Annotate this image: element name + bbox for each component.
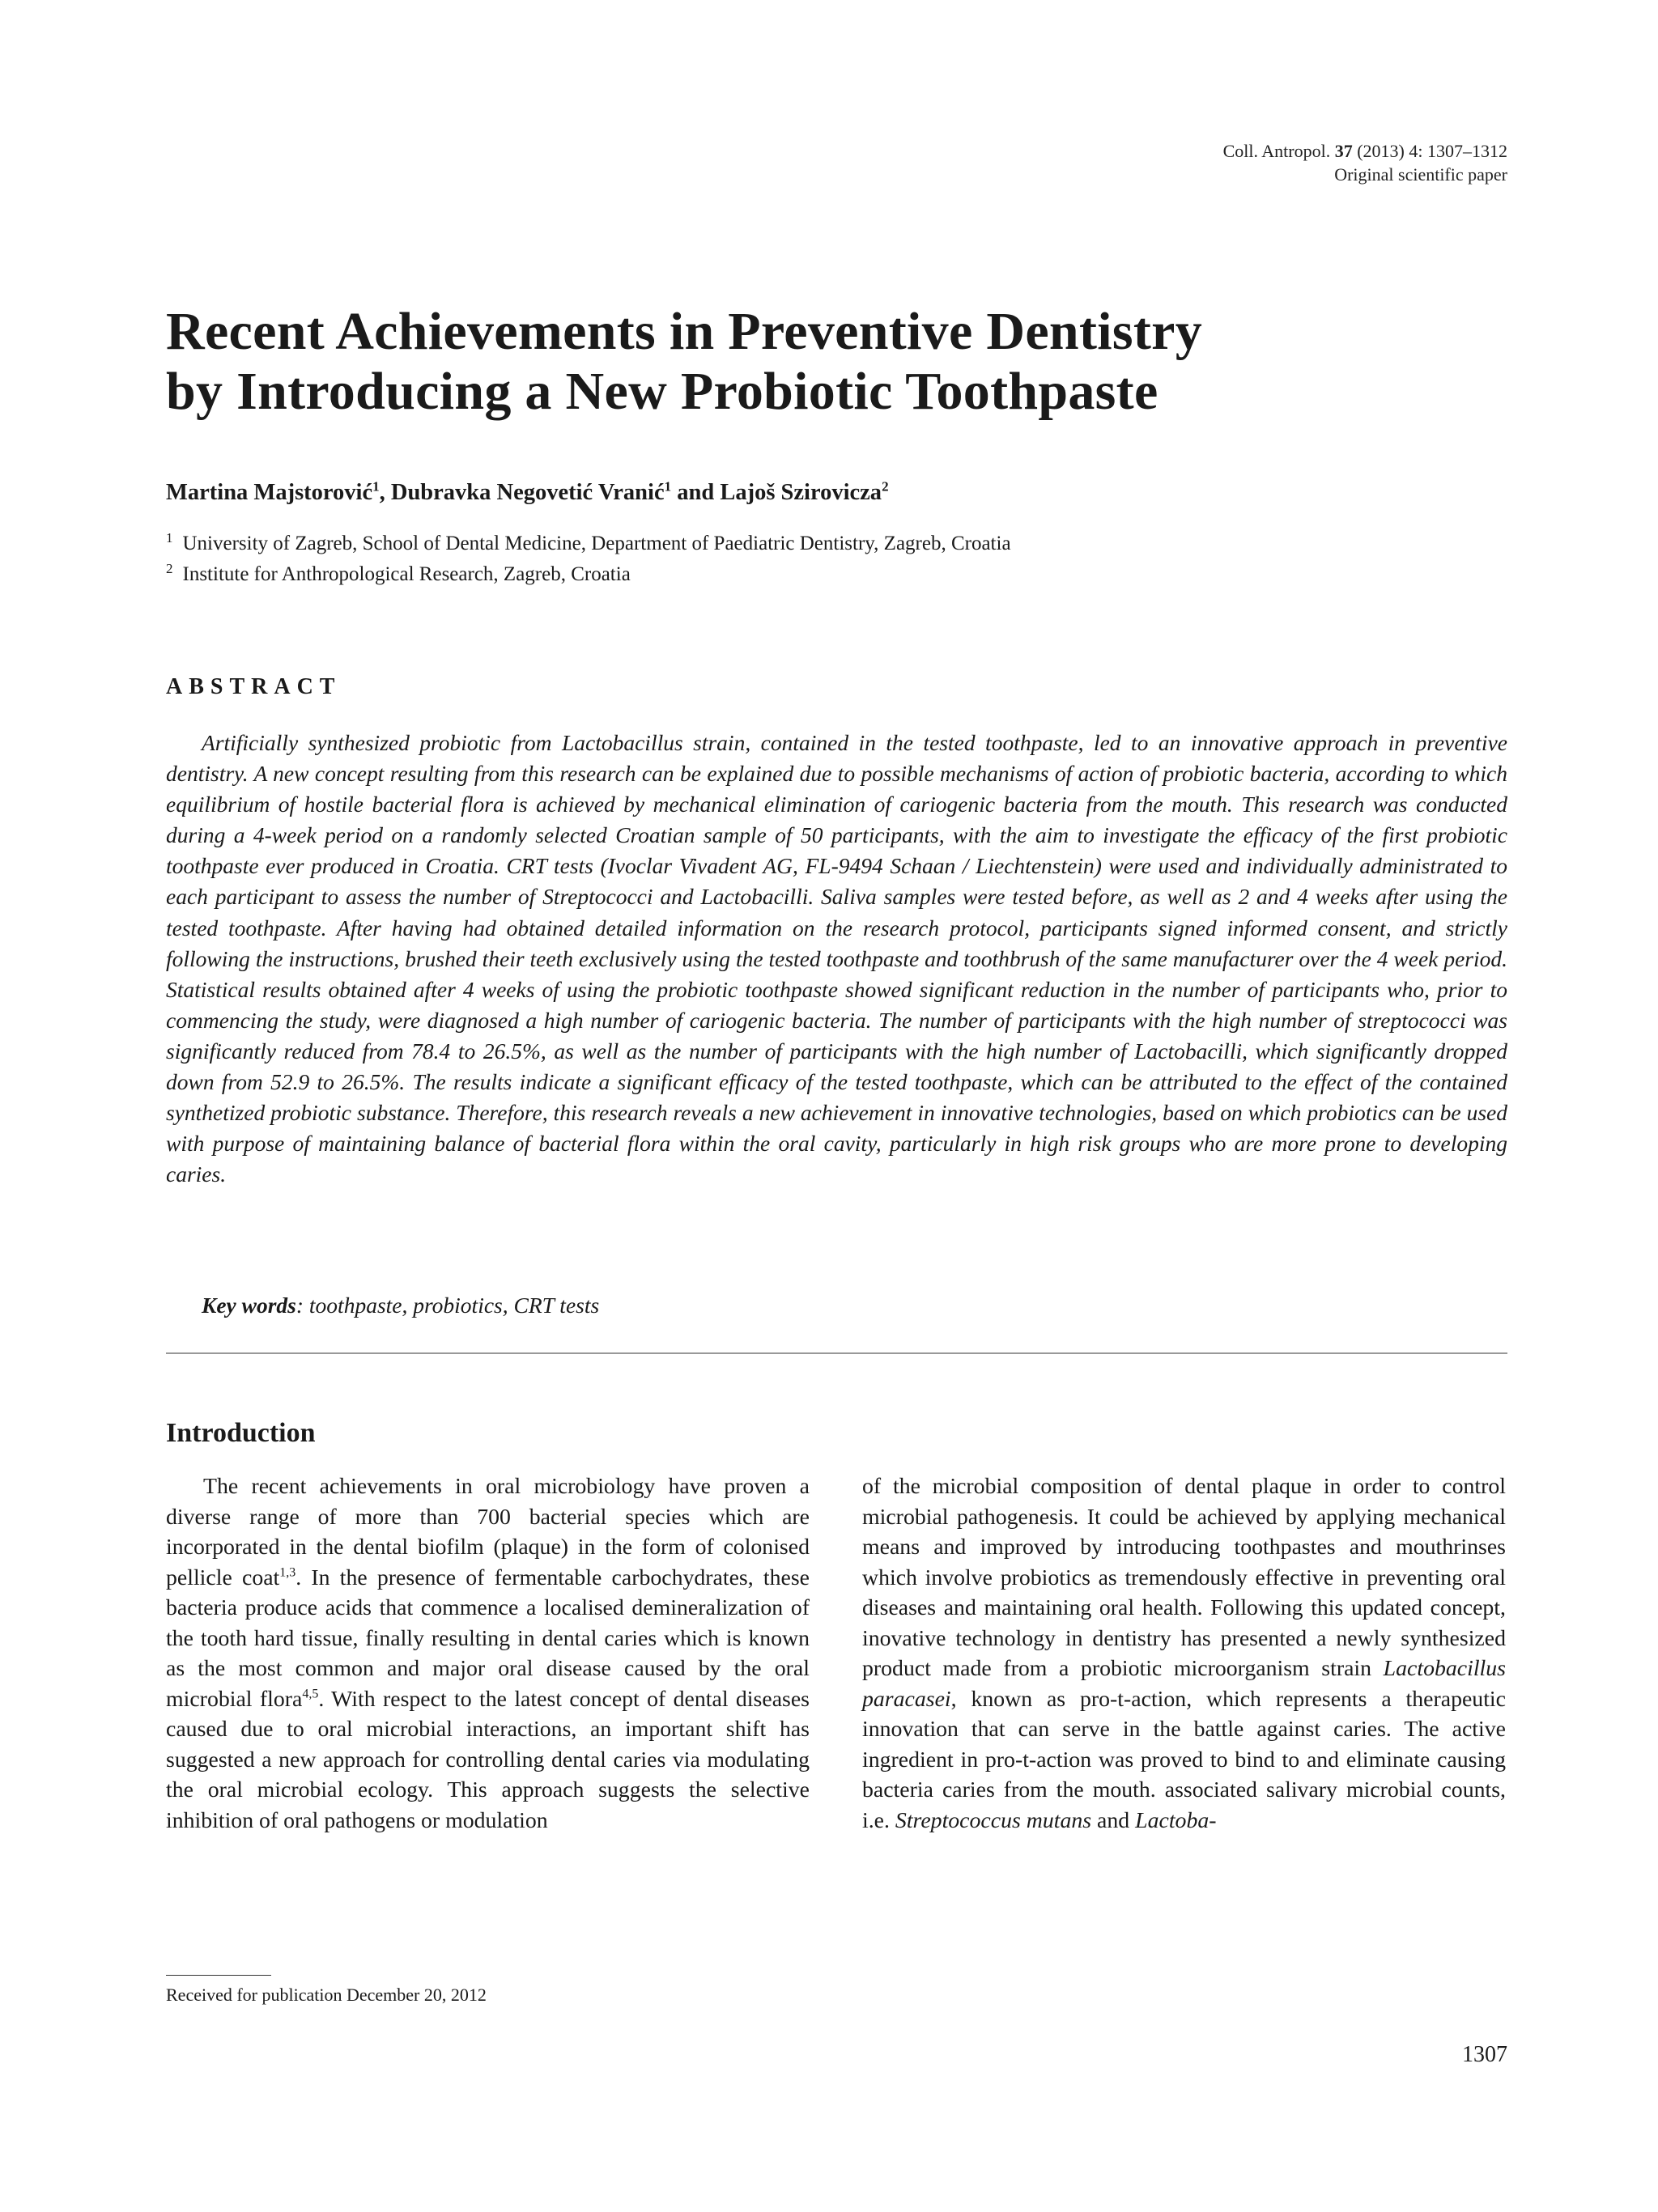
paper-title: [166, 302, 1461, 422]
author-affiliation-marker: 2: [882, 478, 889, 495]
journal-reference: [1223, 139, 1507, 186]
author-name: Lajoš Szirovicza: [720, 480, 882, 505]
section-divider: [166, 1352, 1507, 1354]
abstract-text: Artificially synthesized probiotic from Lactobacillus strain, contained in the tested toothpaste, led to an innovative approach in preventive dentistry. A new concept resulting from this research can be explained due to possible mechanisms of action of probiotic bacteria, according to which equilibrium of hostile bacterial flora is achieved by mechanical elimination of cariogenic bacteria from the mouth. This research was conducted during a 4-week period on a randomly selected Croatian sample of 50 participants, with the aim to investigate the efficacy of the first probiotic toothpaste ever produced in Croatia. CRT tests (Ivoclar Vivadent AG, FL-9494 Schaan / Liechtenstein) were used and individually administrated to each participant to assess the number of Streptococci and Lactobacilli. Saliva samples were tested before, as well as 2 and 4 weeks after using the tested toothpaste. After having had obtained detailed information on the research protocol, participants signed informed consent, and strictly following the instructions, brushed their teeth exclusively using the tested toothpaste and toothbrush of the same manufacturer over the 4 week period. Statistical results obtained after 4 weeks of using the probiotic toothpaste showed significant reduction in the number of participants who, prior to commencing the study, were diagnosed a high number of cariogenic bacteria. The number of participants with the high number of streptococci was significantly reduced from 78.4 to 26.5%, as well as the number of participants with the high number of Lactobacilli, which significantly dropped down from 52.9 to 26.5%. The results indicate a significant efficacy of the tested toothpaste, which can be attributed to the effect of the contained synthetized probiotic substance. Therefore, this research reveals a new achievement in innovative technologies, based on which probiotics can be used with purpose of maintaining balance of bacterial flora within the oral cavity, particularly in high risk groups who are more prone to developing caries.: [166, 730, 1507, 1187]
footnote-divider: [166, 1975, 271, 1976]
species-name: Lactobacillus paracasei: [862, 1656, 1506, 1712]
title-line-1: Recent Achievements in Preventive Dentistry: [166, 302, 1203, 361]
journal-citation: Coll. Antropol. 37 (2013) 4: 1307–1312: [1222, 141, 1507, 161]
species-name: Streptococcus mutans: [895, 1807, 1092, 1833]
keywords: [202, 1293, 1497, 1318]
citation-ref: 4,5: [302, 1687, 319, 1701]
author-name: Martina Majstorović: [166, 480, 373, 505]
introduction-column-left: The recent achievements in oral microbiology have proven a diverse range of more than 700 bacterial species which are incorporated in the dental biofilm (plaque) in the form of colonised pellicle coat$^{1,3}$. In the presence of fermentable carbochydrates, these bacteria produce acids that commence a localised demineralization of the tooth hard tissue, finally resulting in dental caries which is known as the most common and major oral disease caused by the oral microbial flora$^{4,5}$. With respect to the latest concept of dental diseases caused due to oral microbial interactions, an important shift has suggested a new approach for controlling dental caries via modulating the oral microbial ecology. This approach suggests the selective inhibition of oral pathogens or modulation: [166, 1474, 810, 1833]
paper-type: Original scientific paper: [1334, 164, 1507, 185]
abstract-heading: ABSTRACT: [166, 674, 342, 699]
author-affiliation-marker: 1: [372, 478, 380, 495]
keywords-text: : toothpaste, probiotics, CRT tests: [295, 1293, 600, 1318]
affiliation: [166, 559, 1502, 590]
title-line-2: by Introducing a New Probiotic Toothpaste: [166, 362, 1158, 421]
author-affiliation-marker: 1: [664, 478, 672, 495]
keywords-label: Key words: [202, 1293, 296, 1318]
affiliation-number: 1: [166, 529, 173, 546]
affiliation-text: University of Zagreb, School of Dental Medicine, Department of Paediatric Dentistry, Zagreb, Croatia: [182, 533, 1011, 554]
species-name: Lactoba-: [1135, 1807, 1217, 1833]
author-list: [166, 480, 1502, 506]
author-separator: and: [671, 480, 721, 505]
introduction-column-right: of the microbial composition of dental plaque in order to control microbial pathogenesis. It could be achieved by applying mechanical means and improved by introducing toothpastes and mouthrinses which involve probiotics as tremendously effective in preventing oral diseases and maintaining oral health. Following this updated concept, inovative technology in dentistry has presented a newly synthesized product made from a probiotic microorganism strain Lactobacillus paracasei, known as pro-t-action, which represents a therapeutic innovation that can serve in the battle against caries. The active ingredient in pro-t-action was proved to bind to and eliminate causing bacteria caries from the mouth. associated salivary microbial counts, i.e. Streptococcus mutans and Lactoba-: [862, 1474, 1506, 1833]
journal-issue: (2013) 4: 1307–1312: [1357, 141, 1507, 161]
affiliation: [166, 529, 1502, 559]
affiliation-text: Institute for Anthropological Research, Zagreb, Croatia: [182, 563, 631, 585]
citation-ref: 1,3: [279, 1565, 296, 1580]
affiliation-number: 2: [166, 560, 173, 576]
introduction-heading: Introduction: [166, 1418, 316, 1448]
affiliation-list: [166, 529, 1502, 590]
page-number: 1307: [1462, 2042, 1507, 2067]
journal-volume: 37: [1334, 141, 1353, 161]
author-separator: ,: [379, 480, 391, 505]
author-name: Dubravka Negovetić Vranić: [390, 480, 665, 505]
received-footnote: Received for publication December 20, 2012: [166, 1985, 487, 2005]
